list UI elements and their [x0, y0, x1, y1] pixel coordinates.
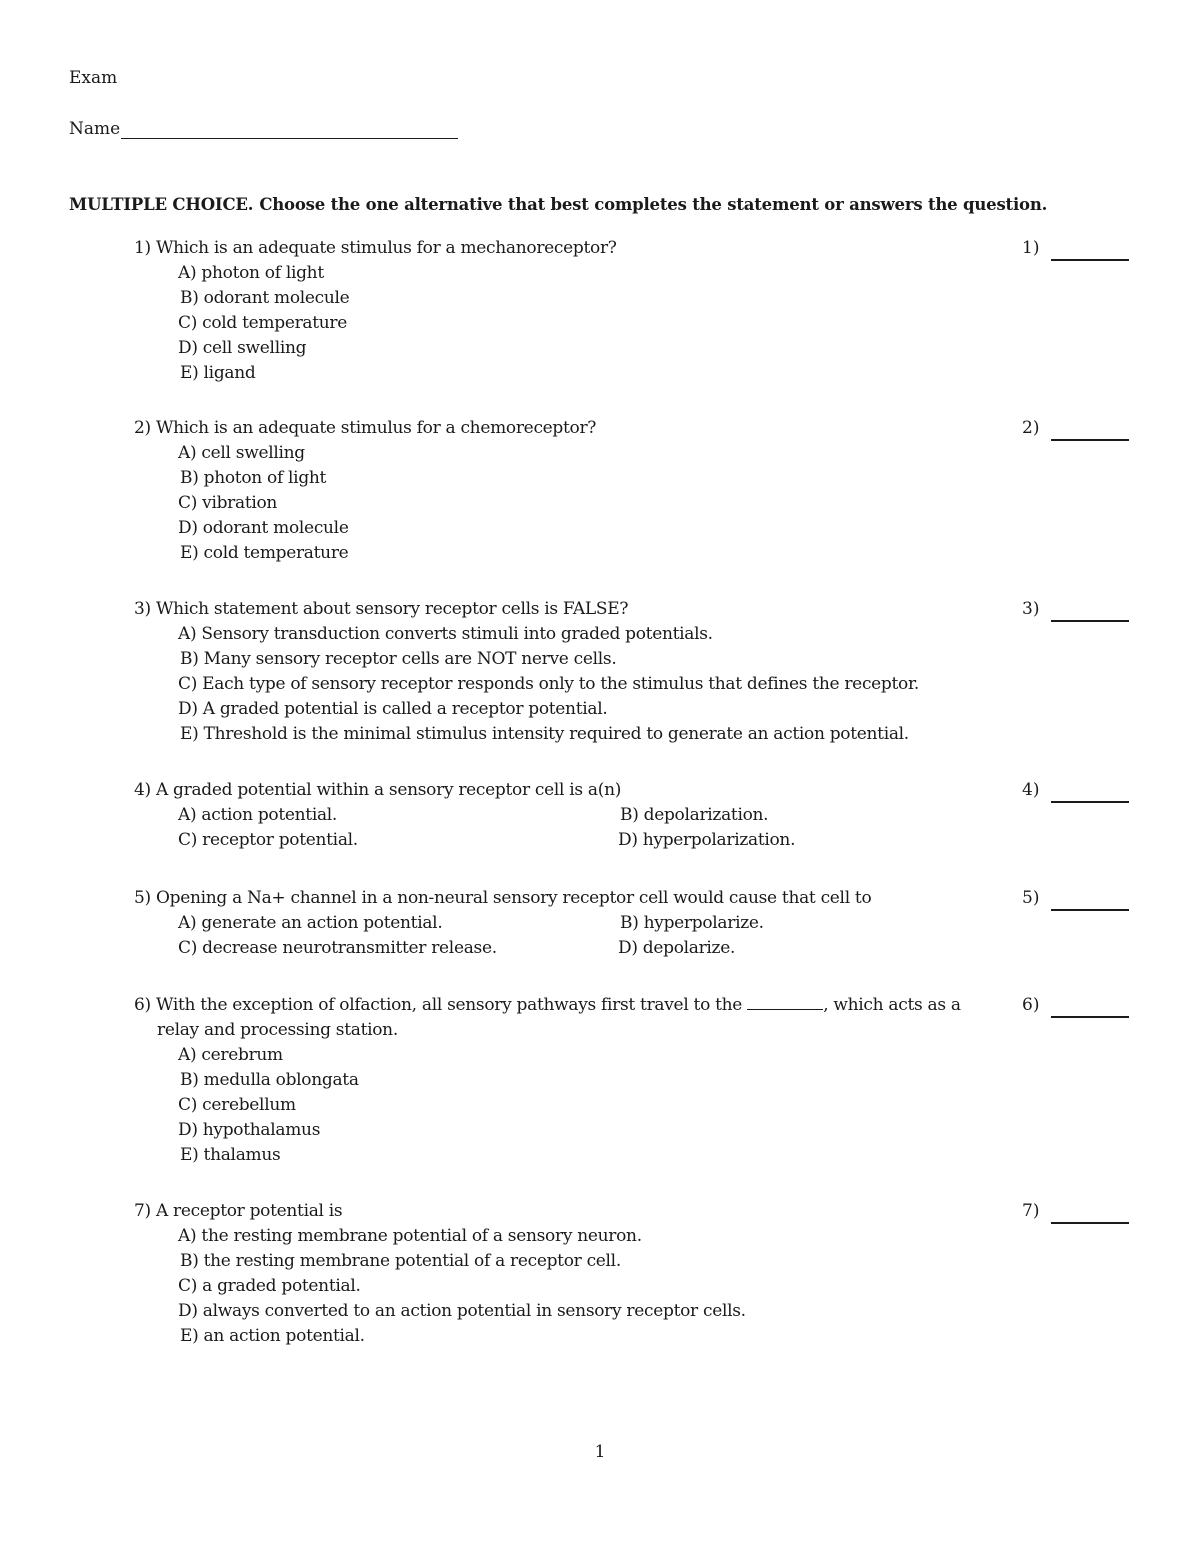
option: A) generate an action potential. — [178, 913, 443, 933]
option: B) depolarization. — [620, 805, 769, 825]
option: A) the resting membrane potential of a sensory neuron. — [178, 1226, 642, 1246]
answer-slot — [1022, 886, 1129, 911]
option: C) receptor potential. — [178, 830, 358, 850]
question-number: 3) — [134, 599, 151, 619]
question-number: 6) — [134, 995, 151, 1015]
option: D) cell swelling — [178, 338, 307, 358]
option: E) an action potential. — [180, 1326, 365, 1346]
option: A) photon of light — [178, 263, 324, 283]
answer-blank[interactable] — [1051, 889, 1129, 911]
option: D) always converted to an action potential in sensory receptor cells. — [178, 1301, 746, 1321]
question-stem — [134, 236, 1134, 261]
option: A) Sensory transduction converts stimuli into graded potentials. — [178, 624, 713, 644]
option-list — [134, 803, 1134, 853]
answer-slot — [1022, 416, 1129, 441]
answer-slot — [1022, 778, 1129, 803]
page-number: 1 — [594, 1442, 606, 1462]
option: B) odorant molecule — [180, 288, 350, 308]
answer-label: 3) — [1022, 599, 1040, 619]
answer-blank[interactable] — [1051, 239, 1129, 261]
question-2 — [134, 416, 1134, 566]
instructions-text: Choose the one alternative that best completes the statement or answers the question. — [259, 195, 1048, 214]
option: D) depolarize. — [618, 938, 736, 958]
question-text: With the exception of olfaction, all sensory pathways first travel to the — [155, 995, 743, 1015]
answer-slot — [1022, 993, 1129, 1018]
option: D) hypothalamus — [178, 1120, 321, 1140]
option: A) cerebrum — [178, 1045, 283, 1065]
question-5 — [134, 886, 1134, 961]
question-stem — [134, 597, 1134, 622]
option-list — [134, 911, 1134, 961]
question-number: 7) — [134, 1201, 151, 1221]
question-text: Which is an adequate stimulus for a mechanoreceptor? — [155, 238, 617, 258]
question-stem — [134, 416, 1134, 441]
answer-blank[interactable] — [1051, 996, 1129, 1018]
name-label: Name — [69, 119, 121, 139]
answer-slot — [1022, 236, 1129, 261]
option: C) a graded potential. — [178, 1276, 361, 1296]
option: D) hyperpolarization. — [618, 830, 796, 850]
instructions — [69, 195, 1047, 214]
question-number: 1) — [134, 238, 151, 258]
question-stem — [134, 778, 1134, 803]
option: C) cold temperature — [178, 313, 348, 333]
answer-blank[interactable] — [1051, 600, 1129, 622]
answer-blank[interactable] — [1051, 1202, 1129, 1224]
name-blank — [121, 120, 458, 139]
question-stem — [134, 1199, 1134, 1224]
question-text: Which statement about sensory receptor cells is FALSE? — [155, 599, 629, 619]
question-text-continued: , which acts as a relay and processing station. — [157, 995, 961, 1040]
question-1 — [134, 236, 1134, 386]
question-6 — [134, 993, 1134, 1168]
question-stem — [134, 993, 1002, 1043]
option: C) cerebellum — [178, 1095, 296, 1115]
question-3 — [134, 597, 1134, 747]
question-text: Opening a Na+ channel in a non-neural sensory receptor cell would cause that cell to — [155, 888, 872, 908]
question-number: 2) — [134, 418, 151, 438]
answer-blank[interactable] — [1051, 419, 1129, 441]
question-text: Which is an adequate stimulus for a chemoreceptor? — [155, 418, 597, 438]
option: A) action potential. — [178, 805, 338, 825]
option: A) cell swelling — [178, 443, 305, 463]
option: E) ligand — [180, 363, 256, 383]
option-list — [134, 622, 1134, 747]
option: E) thalamus — [180, 1145, 281, 1165]
option: D) A graded potential is called a receptor potential. — [178, 699, 608, 719]
answer-label: 5) — [1022, 888, 1040, 908]
option: D) odorant molecule — [178, 518, 349, 538]
answer-label: 6) — [1022, 995, 1040, 1015]
exam-title: Exam — [69, 68, 118, 88]
option-list — [134, 441, 1134, 566]
option: C) decrease neurotransmitter release. — [178, 938, 497, 958]
option: E) Threshold is the minimal stimulus intensity required to generate an action potential. — [180, 724, 909, 744]
option: E) cold temperature — [180, 543, 349, 563]
option-list — [134, 261, 1134, 386]
answer-label: 4) — [1022, 780, 1040, 800]
option: B) Many sensory receptor cells are NOT nerve cells. — [180, 649, 617, 669]
option-list — [134, 1043, 1134, 1168]
fill-in-blank — [747, 994, 823, 1010]
question-4 — [134, 778, 1134, 853]
answer-slot — [1022, 1199, 1129, 1224]
option: B) medulla oblongata — [180, 1070, 359, 1090]
instructions-lead: MULTIPLE CHOICE. — [69, 195, 254, 214]
option: C) vibration — [178, 493, 278, 513]
option: C) Each type of sensory receptor responds only to the stimulus that defines the receptor. — [178, 674, 920, 694]
option: B) hyperpolarize. — [620, 913, 764, 933]
answer-label: 2) — [1022, 418, 1040, 438]
question-number: 4) — [134, 780, 151, 800]
question-text: A graded potential within a sensory receptor cell is a(n) — [155, 780, 622, 800]
option-list — [134, 1224, 1134, 1349]
question-7 — [134, 1199, 1134, 1349]
answer-blank[interactable] — [1051, 781, 1129, 803]
option: B) the resting membrane potential of a receptor cell. — [180, 1251, 621, 1271]
name-field — [69, 119, 458, 139]
option: B) photon of light — [180, 468, 327, 488]
answer-slot — [1022, 597, 1129, 622]
question-text: A receptor potential is — [155, 1201, 343, 1221]
question-number: 5) — [134, 888, 151, 908]
answer-label: 1) — [1022, 238, 1040, 258]
answer-label: 7) — [1022, 1201, 1040, 1221]
question-stem — [134, 886, 1134, 911]
